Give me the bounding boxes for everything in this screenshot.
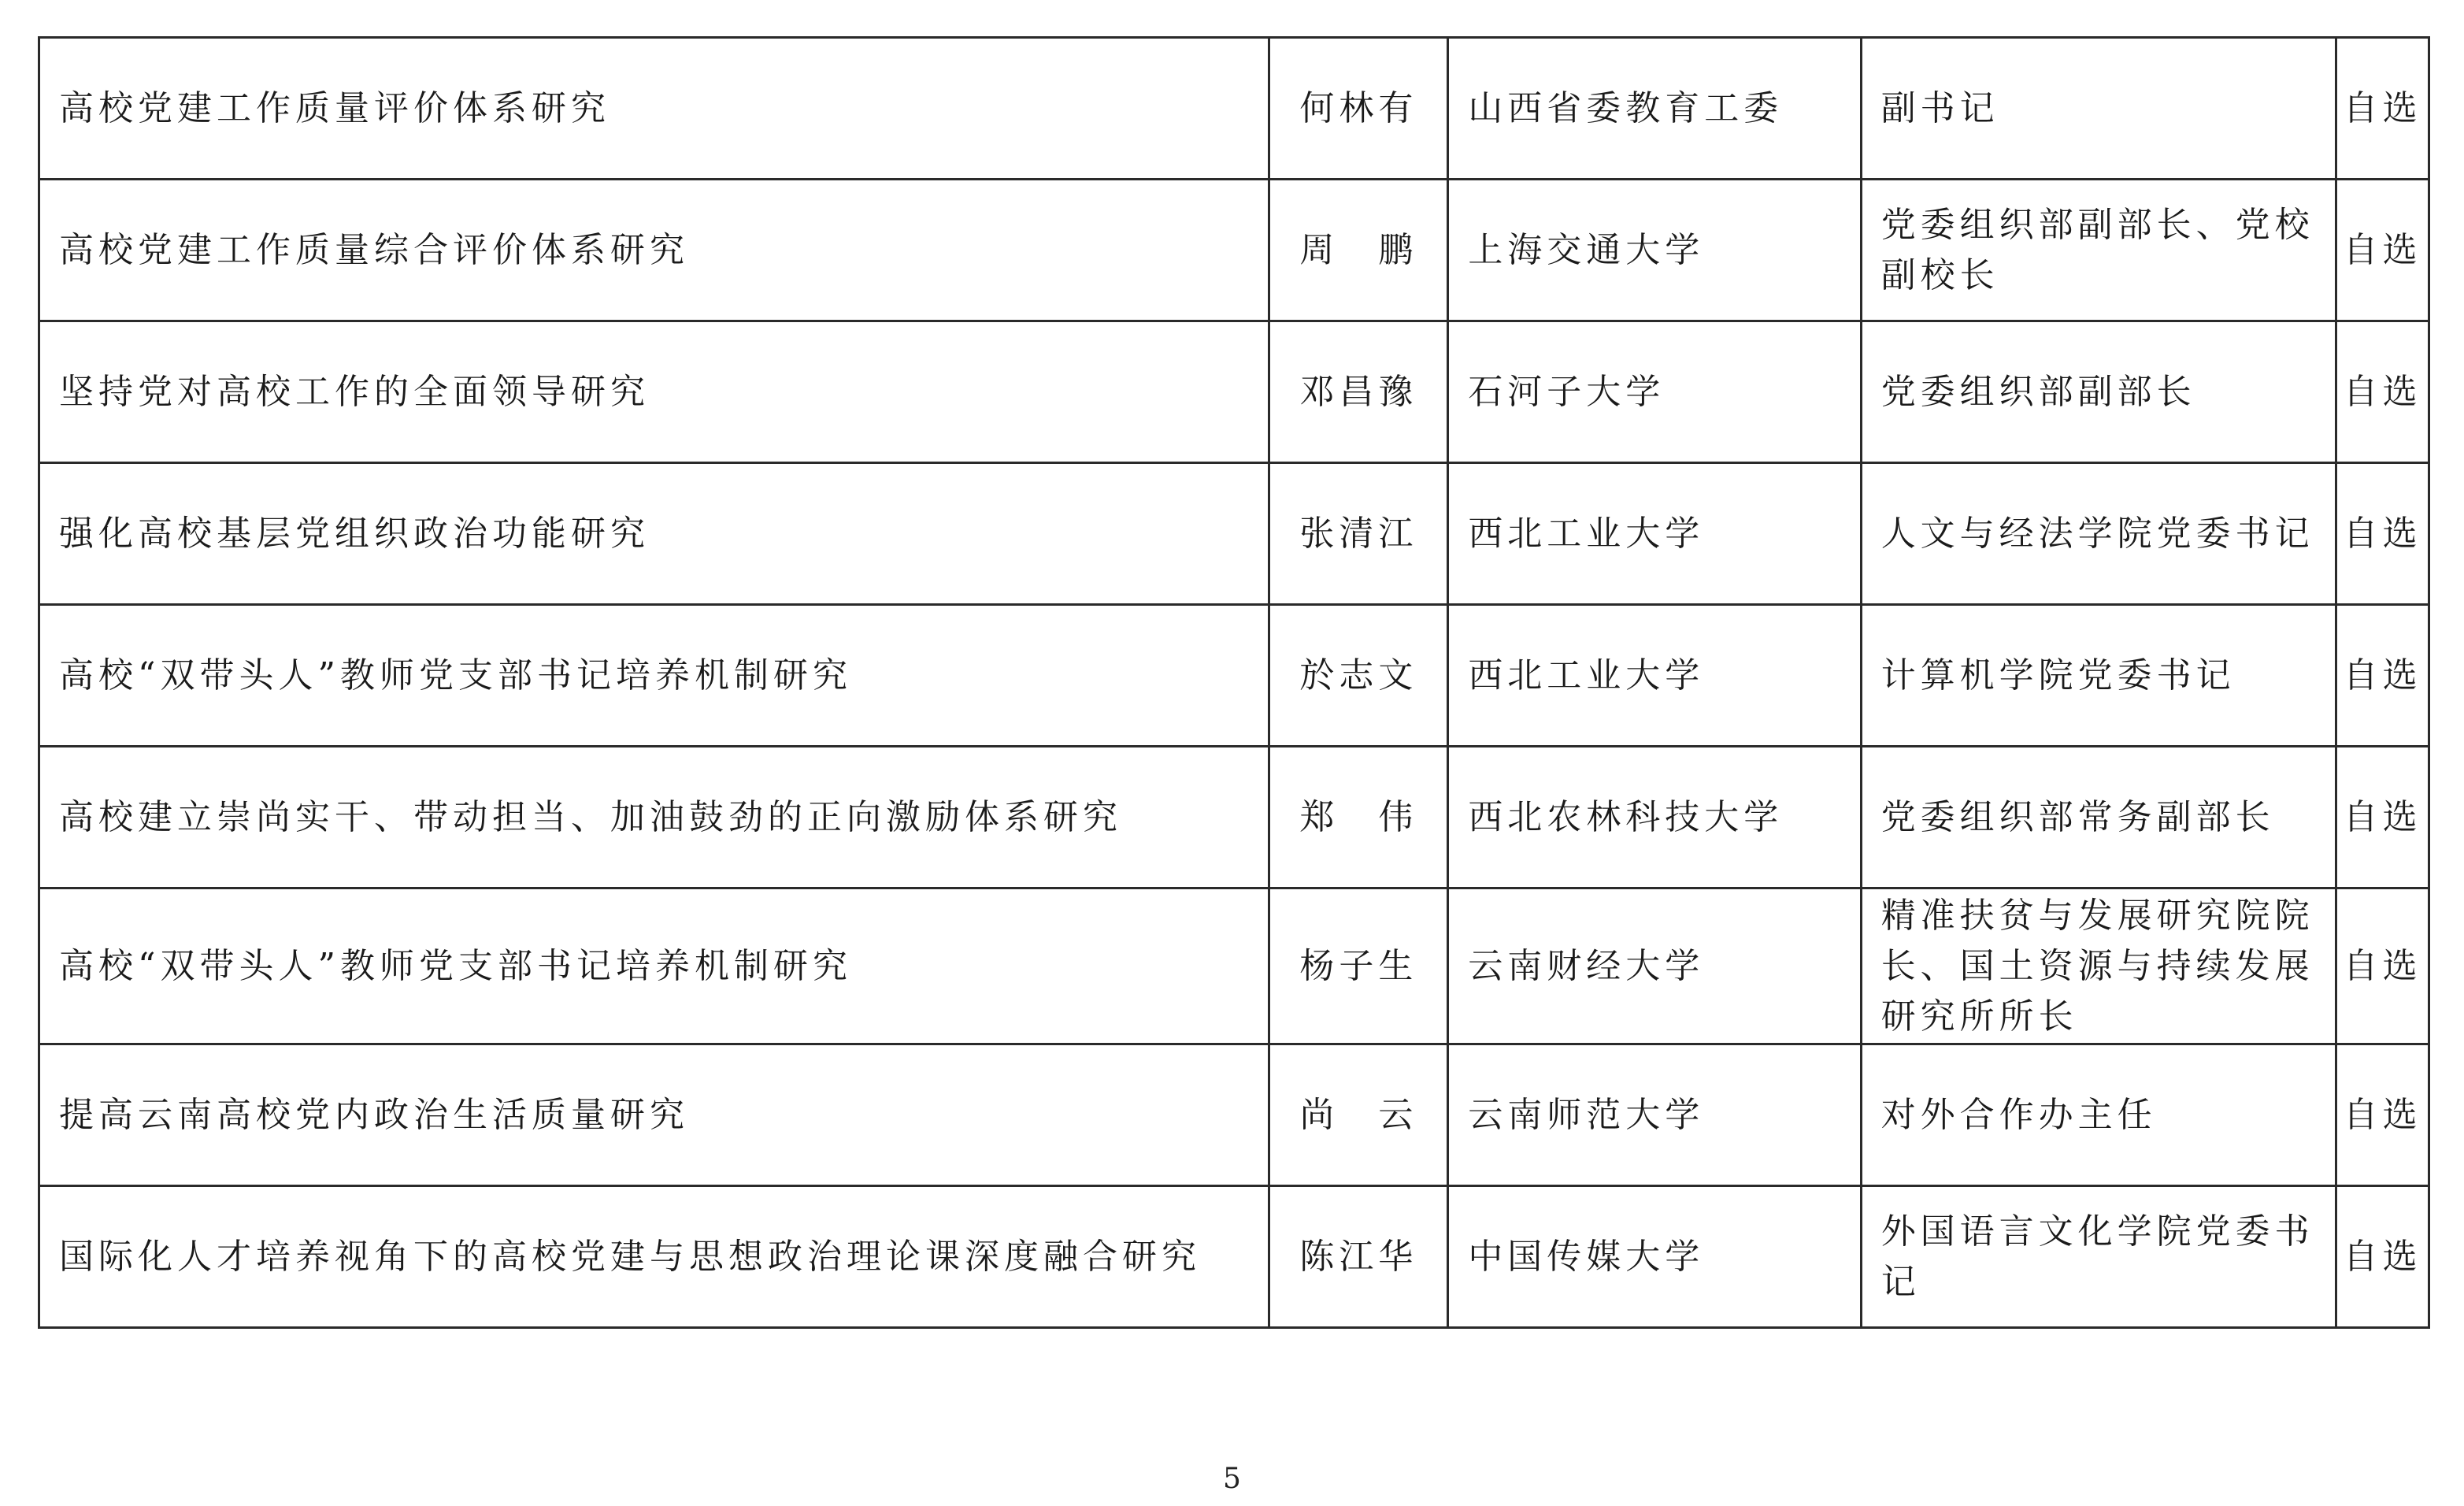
name-cell: 张清江 xyxy=(1269,463,1448,605)
position-cell: 人文与经法学院党委书记 xyxy=(1861,463,2336,605)
topic-cell: 提高云南高校党内政治生活质量研究 xyxy=(39,1044,1269,1186)
table-row xyxy=(39,1186,2429,1328)
organization-cell: 云南师范大学 xyxy=(1448,1044,1861,1186)
topic-cell: 强化高校基层党组织政治功能研究 xyxy=(39,463,1269,605)
name-cell: 尚 云 xyxy=(1269,1044,1448,1186)
project-table xyxy=(38,36,2430,1329)
table-row xyxy=(39,747,2429,888)
page-number: 5 xyxy=(1223,1463,1241,1495)
organization-cell: 西北工业大学 xyxy=(1448,605,1861,747)
table-row xyxy=(39,180,2429,321)
table-row xyxy=(39,1044,2429,1186)
name-cell: 周 鹏 xyxy=(1269,180,1448,321)
position-cell: 精准扶贫与发展研究院院长、国土资源与持续发展研究所所长 xyxy=(1861,888,2336,1044)
type-cell: 自选 xyxy=(2336,888,2429,1044)
name-cell: 杨子生 xyxy=(1269,888,1448,1044)
position-cell: 副书记 xyxy=(1861,38,2336,180)
topic-cell: 高校党建工作质量综合评价体系研究 xyxy=(39,180,1269,321)
table-row xyxy=(39,321,2429,463)
table-row xyxy=(39,463,2429,605)
name-cell: 於志文 xyxy=(1269,605,1448,747)
organization-cell: 西北工业大学 xyxy=(1448,463,1861,605)
table-row xyxy=(39,38,2429,180)
position-cell: 外国语言文化学院党委书记 xyxy=(1861,1186,2336,1328)
position-cell: 党委组织部常务副部长 xyxy=(1861,747,2336,888)
name-cell: 何林有 xyxy=(1269,38,1448,180)
name-cell: 郑 伟 xyxy=(1269,747,1448,888)
type-cell: 自选 xyxy=(2336,1044,2429,1186)
table-row xyxy=(39,605,2429,747)
organization-cell: 上海交通大学 xyxy=(1448,180,1861,321)
name-cell: 陈江华 xyxy=(1269,1186,1448,1328)
topic-cell: 高校“双带头人”教师党支部书记培养机制研究 xyxy=(39,605,1269,747)
type-cell: 自选 xyxy=(2336,321,2429,463)
topic-cell: 坚持党对高校工作的全面领导研究 xyxy=(39,321,1269,463)
position-cell: 党委组织部副部长 xyxy=(1861,321,2336,463)
topic-cell: 高校“双带头人”教师党支部书记培养机制研究 xyxy=(39,888,1269,1044)
type-cell: 自选 xyxy=(2336,605,2429,747)
position-cell: 对外合作办主任 xyxy=(1861,1044,2336,1186)
organization-cell: 山西省委教育工委 xyxy=(1448,38,1861,180)
type-cell: 自选 xyxy=(2336,1186,2429,1328)
organization-cell: 云南财经大学 xyxy=(1448,888,1861,1044)
organization-cell: 石河子大学 xyxy=(1448,321,1861,463)
type-cell: 自选 xyxy=(2336,180,2429,321)
type-cell: 自选 xyxy=(2336,463,2429,605)
type-cell: 自选 xyxy=(2336,38,2429,180)
position-cell: 计算机学院党委书记 xyxy=(1861,605,2336,747)
organization-cell: 西北农林科技大学 xyxy=(1448,747,1861,888)
topic-cell: 高校建立崇尚实干、带动担当、加油鼓劲的正向激励体系研究 xyxy=(39,747,1269,888)
organization-cell: 中国传媒大学 xyxy=(1448,1186,1861,1328)
name-cell: 邓昌豫 xyxy=(1269,321,1448,463)
position-cell: 党委组织部副部长、党校副校长 xyxy=(1861,180,2336,321)
table-row xyxy=(39,888,2429,1044)
topic-cell: 高校党建工作质量评价体系研究 xyxy=(39,38,1269,180)
topic-cell: 国际化人才培养视角下的高校党建与思想政治理论课深度融合研究 xyxy=(39,1186,1269,1328)
type-cell: 自选 xyxy=(2336,747,2429,888)
